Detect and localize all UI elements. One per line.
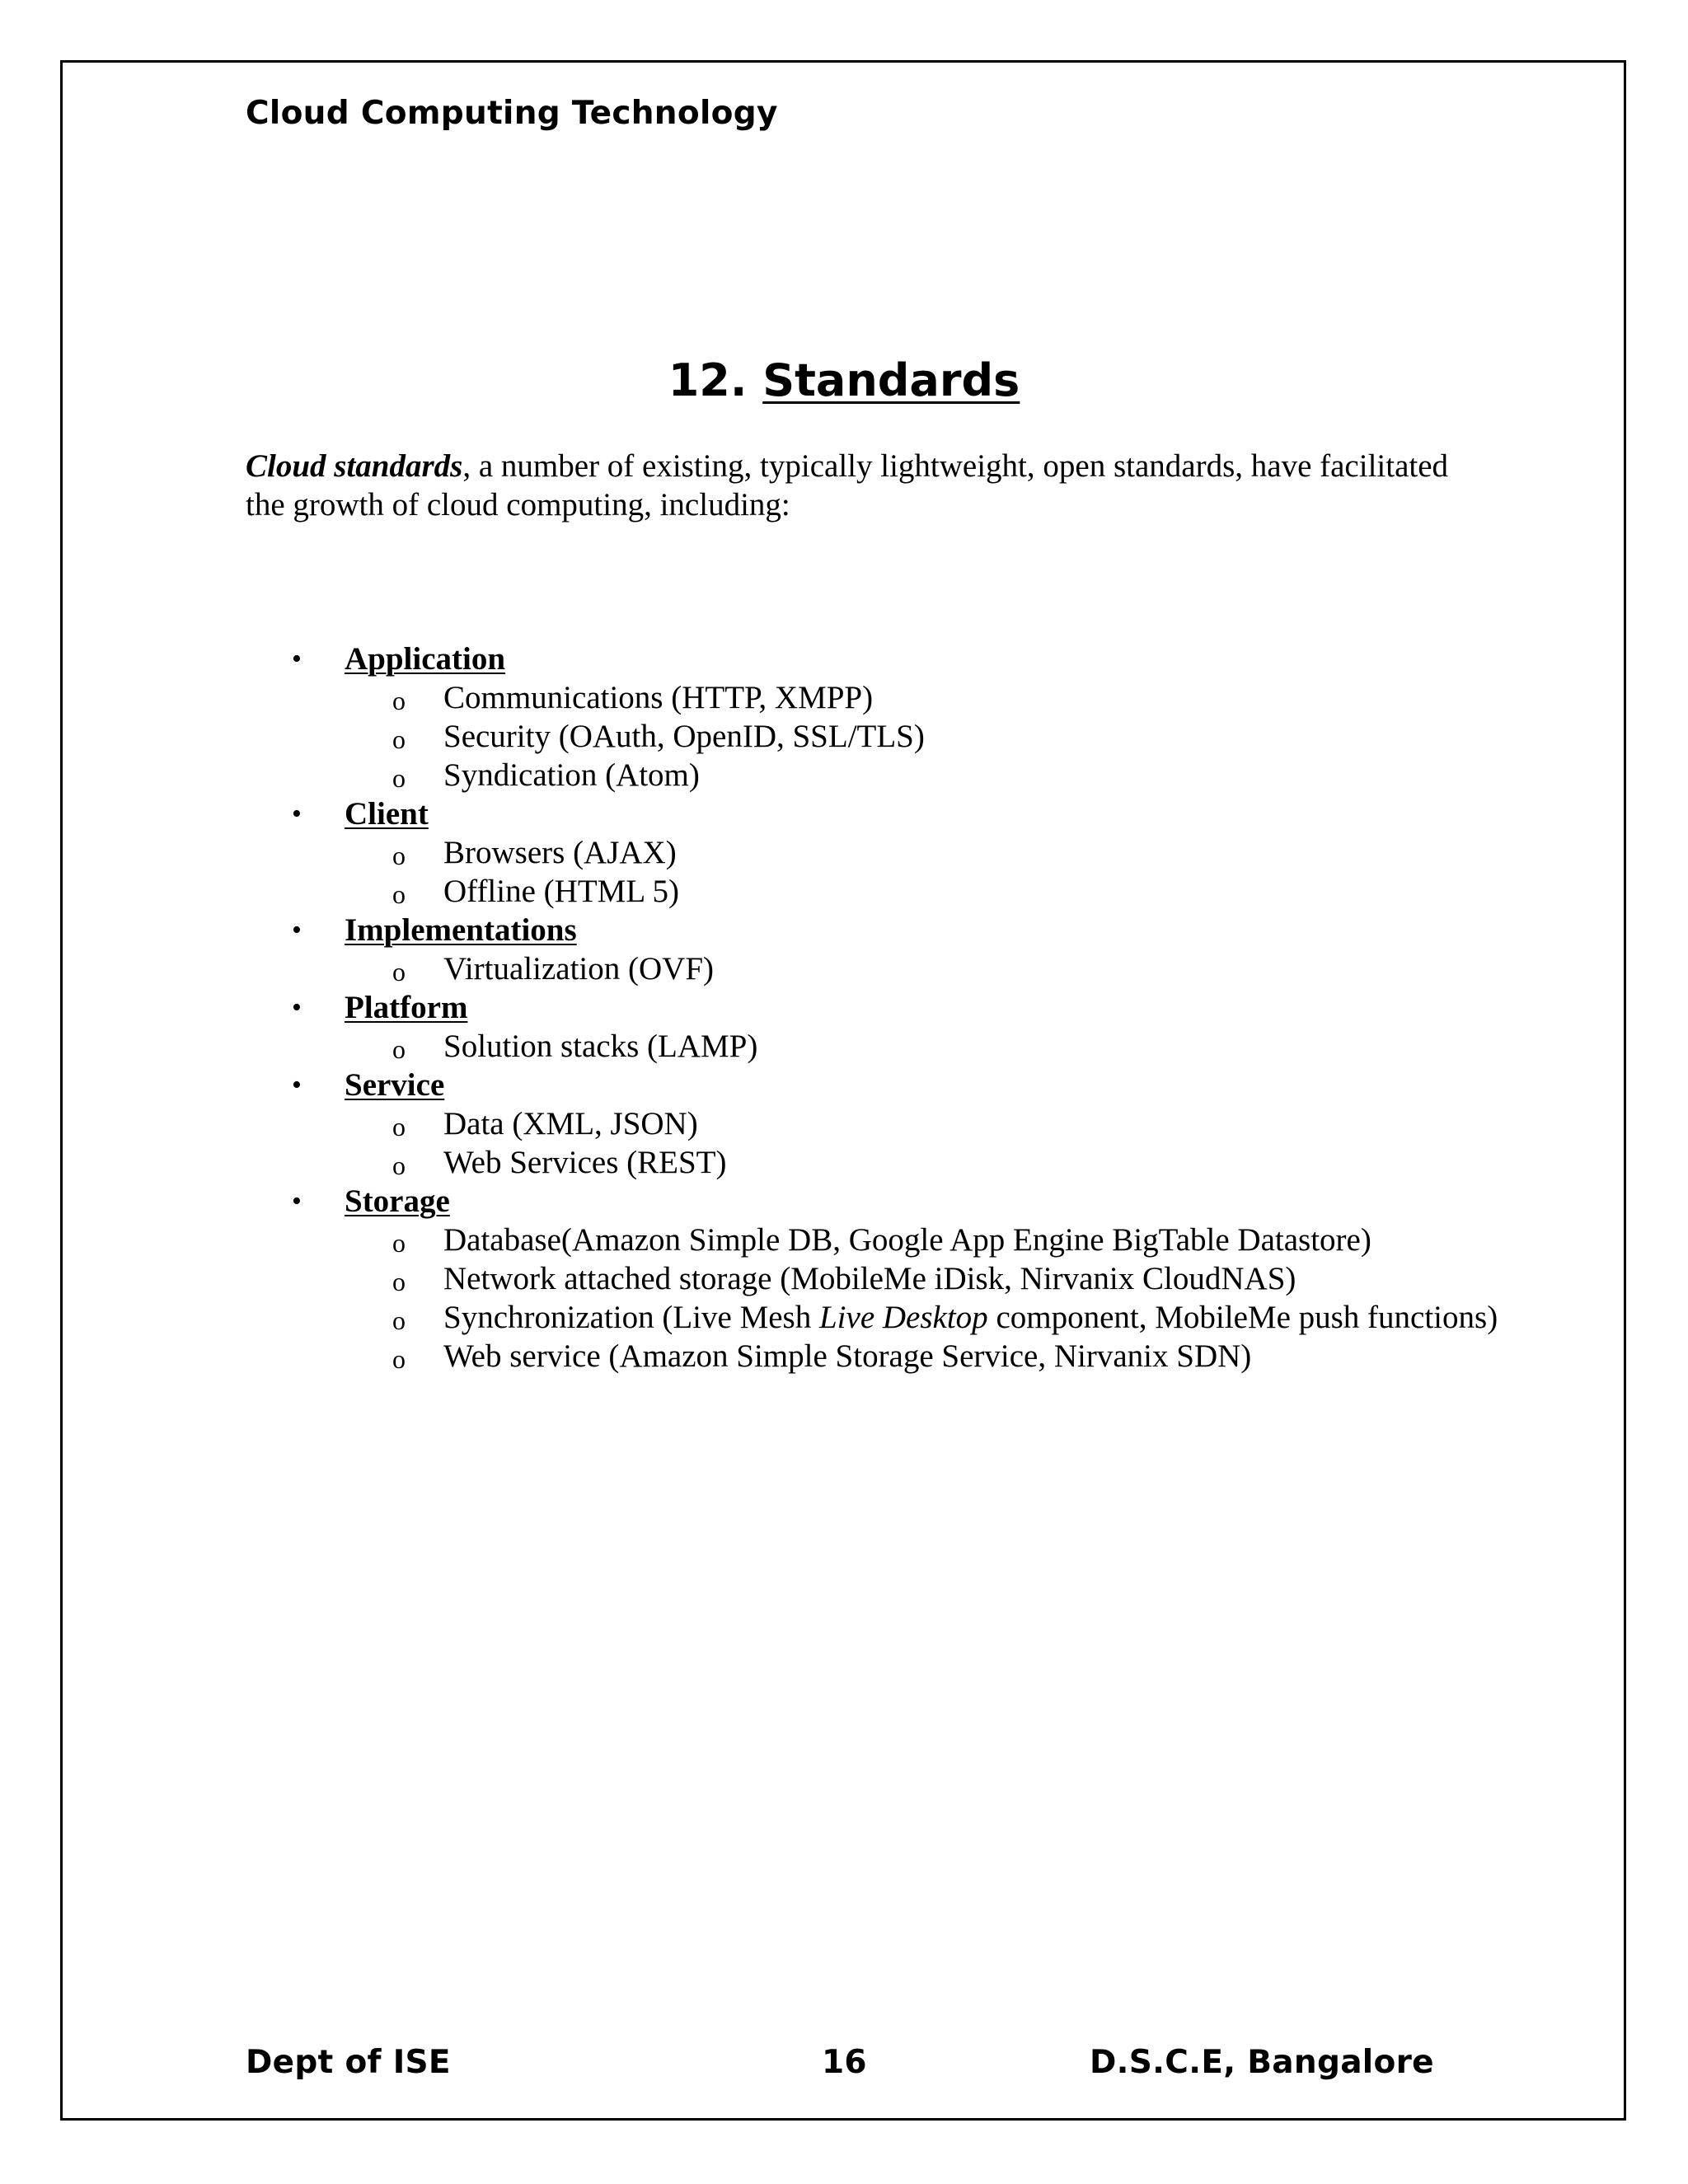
circle-bullet-icon: o xyxy=(392,686,406,715)
sub-list xyxy=(345,1221,1531,1376)
footer-institution: D.S.C.E, Bangalore xyxy=(1090,2044,1434,2081)
sub-item-text: Syndication (Atom) xyxy=(443,757,700,793)
circle-bullet-icon: o xyxy=(392,841,406,870)
sub-item-text: Data (XML, JSON) xyxy=(443,1106,698,1141)
circle-bullet-icon: o xyxy=(392,957,406,987)
sub-item xyxy=(345,756,1531,794)
sub-item xyxy=(345,1298,1531,1337)
sub-item xyxy=(345,1104,1531,1143)
sub-item-text: Web service (Amazon Simple Storage Service, Nirvanix SDN) xyxy=(443,1338,1252,1374)
sub-item-text: Web Services (REST) xyxy=(443,1145,727,1180)
intro-paragraph xyxy=(246,447,1449,524)
sub-list xyxy=(345,1104,1531,1182)
intro-term: Cloud standards xyxy=(246,448,463,484)
category-name: Application xyxy=(345,641,506,677)
circle-bullet-icon: o xyxy=(392,1228,406,1258)
sub-list xyxy=(345,1027,1531,1066)
sub-item-text: Solution stacks (LAMP) xyxy=(443,1029,758,1064)
circle-bullet-icon: o xyxy=(392,1151,406,1180)
sub-item-text: Virtualization (OVF) xyxy=(443,951,714,987)
circle-bullet-icon: o xyxy=(392,879,406,909)
circle-bullet-icon: o xyxy=(392,1305,406,1335)
sub-item xyxy=(345,1143,1531,1182)
category-item xyxy=(246,988,1531,1066)
circle-bullet-icon: o xyxy=(392,1267,406,1296)
bullet-icon: • xyxy=(292,644,302,674)
footer-page-number: 16 xyxy=(822,2044,867,2081)
circle-bullet-icon: o xyxy=(392,724,406,754)
category-item xyxy=(246,1182,1531,1376)
section-title-text: Standards xyxy=(762,354,1020,406)
sub-item-text: Offline (HTML 5) xyxy=(443,874,679,909)
standards-list xyxy=(246,640,1531,1376)
category-name: Implementations xyxy=(345,912,577,948)
category-item xyxy=(246,911,1531,988)
sub-item-text: Browsers (AJAX) xyxy=(443,835,677,870)
category-item xyxy=(246,794,1531,911)
sub-item xyxy=(345,833,1531,872)
bullet-icon: • xyxy=(292,1186,302,1216)
bullet-icon: • xyxy=(292,799,302,829)
running-header: Cloud Computing Technology xyxy=(246,95,778,132)
bullet-icon: • xyxy=(292,992,302,1023)
circle-bullet-icon: o xyxy=(392,1112,406,1141)
sub-item-emphasis: Live Desktop xyxy=(818,1300,988,1335)
circle-bullet-icon: o xyxy=(392,763,406,793)
sub-item xyxy=(345,717,1531,756)
category-name: Service xyxy=(345,1067,445,1103)
sub-list xyxy=(345,833,1531,911)
bullet-icon: • xyxy=(292,915,302,945)
sub-item xyxy=(345,678,1531,717)
category-name: Storage xyxy=(345,1183,450,1219)
sub-item xyxy=(345,1337,1531,1376)
circle-bullet-icon: o xyxy=(392,1344,406,1374)
sub-item xyxy=(345,1259,1531,1298)
sub-item-text: Security (OAuth, OpenID, SSL/TLS) xyxy=(443,719,925,754)
section-number: 12. xyxy=(668,354,748,406)
sub-item-text: Communications (HTTP, XMPP) xyxy=(443,680,874,715)
sub-item xyxy=(345,872,1531,911)
category-item xyxy=(246,640,1531,794)
sub-item xyxy=(345,1221,1531,1259)
category-name: Platform xyxy=(345,990,468,1025)
sub-item-text: Database(Amazon Simple DB, Google App Engine BigTable Datastore) xyxy=(443,1222,1372,1258)
bullet-icon: • xyxy=(292,1070,302,1100)
intro-text: , a number of existing, typically lightweight, open standards, have facilitated the growth of cloud computing, including: xyxy=(246,448,1449,523)
sub-item xyxy=(345,949,1531,988)
sub-item-text: Network attached storage (MobileMe iDisk, Nirvanix CloudNAS) xyxy=(443,1261,1296,1296)
sub-item-text-continued: component, MobileMe push functions) xyxy=(987,1300,1498,1335)
section-title xyxy=(0,354,1688,406)
sub-item-text: Synchronization (Live Mesh xyxy=(443,1300,819,1335)
circle-bullet-icon: o xyxy=(392,1034,406,1064)
sub-list xyxy=(345,949,1531,988)
category-name: Client xyxy=(345,796,429,832)
sub-item xyxy=(345,1027,1531,1066)
sub-list xyxy=(345,678,1531,794)
category-item xyxy=(246,1066,1531,1182)
footer-department: Dept of ISE xyxy=(246,2044,451,2081)
